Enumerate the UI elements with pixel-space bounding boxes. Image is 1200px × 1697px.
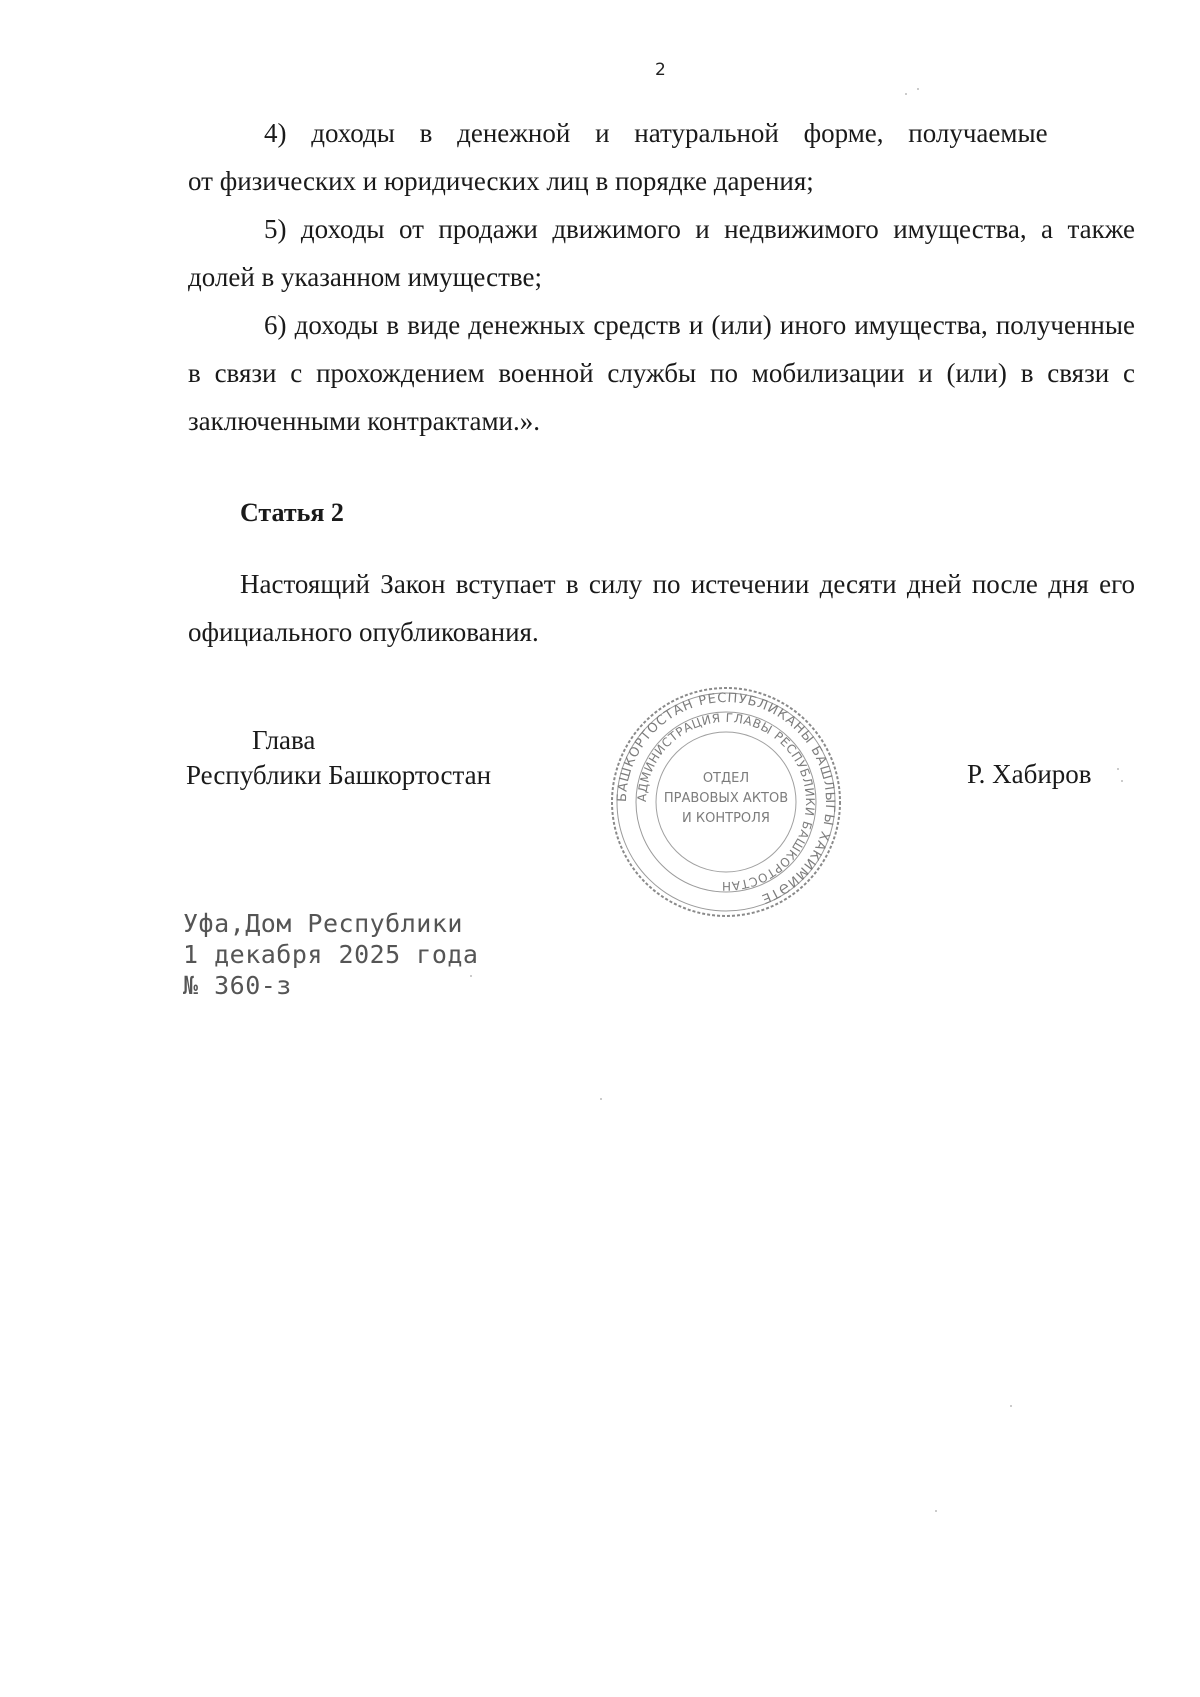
signatory-position-line1: Глава [252, 725, 316, 755]
stamp-center-line2: ПРАВОВЫХ АКТОВ [663, 791, 789, 806]
place-date-number [183, 908, 478, 1001]
article-text: Настоящий Закон вступает в силу по истечении десяти дней после дня его официального опубликования. [188, 569, 1135, 647]
stamp-outer-text: БАШКОРТОСТАН РЕСПУБЛИКАHЫ БАШЛЫГЫ ХАКИМИӘТЕ [614, 690, 838, 907]
paragraph-item-6 [188, 301, 1135, 445]
place-line: Уфа,Дом Республики [183, 909, 463, 938]
signatory-position-line2: Республики Башкортостан [186, 760, 492, 790]
scan-speck [917, 88, 919, 90]
scan-speck [600, 1098, 602, 1100]
scan-speck [935, 1510, 937, 1512]
stamp-center-line1: ОТДЕЛ [702, 771, 750, 786]
scan-speck [905, 93, 907, 95]
paragraph-item-4-line1: 4) доходы в денежной и натуральной форме, получаемые [264, 118, 1048, 148]
scan-speck [1010, 1405, 1012, 1407]
official-stamp [606, 682, 846, 922]
paragraph-item-4 [188, 109, 1135, 205]
paragraph-item-5-text: 5) доходы от продажи движимого и недвижимого имущества, а также долей в указанном имуществе; [188, 214, 1135, 292]
paragraph-item-5 [188, 205, 1135, 301]
article-paragraph [188, 560, 1135, 656]
paragraph-item-6-text: 6) доходы в виде денежных средств и (или) иного имущества, полученные в связи с прохождением военной службы по мобилизации и (или) в связи с заключенными контрактами.». [188, 310, 1135, 436]
article-title: Статья 2 [240, 498, 344, 527]
stamp-inner-text: АДМИНИСТРАЦИЯ ГЛАВЫ РЕСПУБЛИКИ БАШКОРТОСТАН [634, 710, 818, 894]
stamp-center-line3: И КОНТРОЛЯ [682, 811, 770, 826]
scan-speck [1121, 780, 1123, 782]
scan-speck [470, 975, 472, 977]
paragraph-item-4-rest: от физических и юридических лиц в порядке дарения; [188, 166, 814, 196]
signatory-name: Р. Хабиров [967, 759, 1092, 789]
signatory-position [186, 723, 491, 793]
page-number: 2 [655, 60, 666, 80]
law-number-line: № 360-з [183, 971, 292, 1000]
date-line: 1 декабря 2025 года [183, 940, 479, 969]
scan-speck [1117, 768, 1119, 770]
